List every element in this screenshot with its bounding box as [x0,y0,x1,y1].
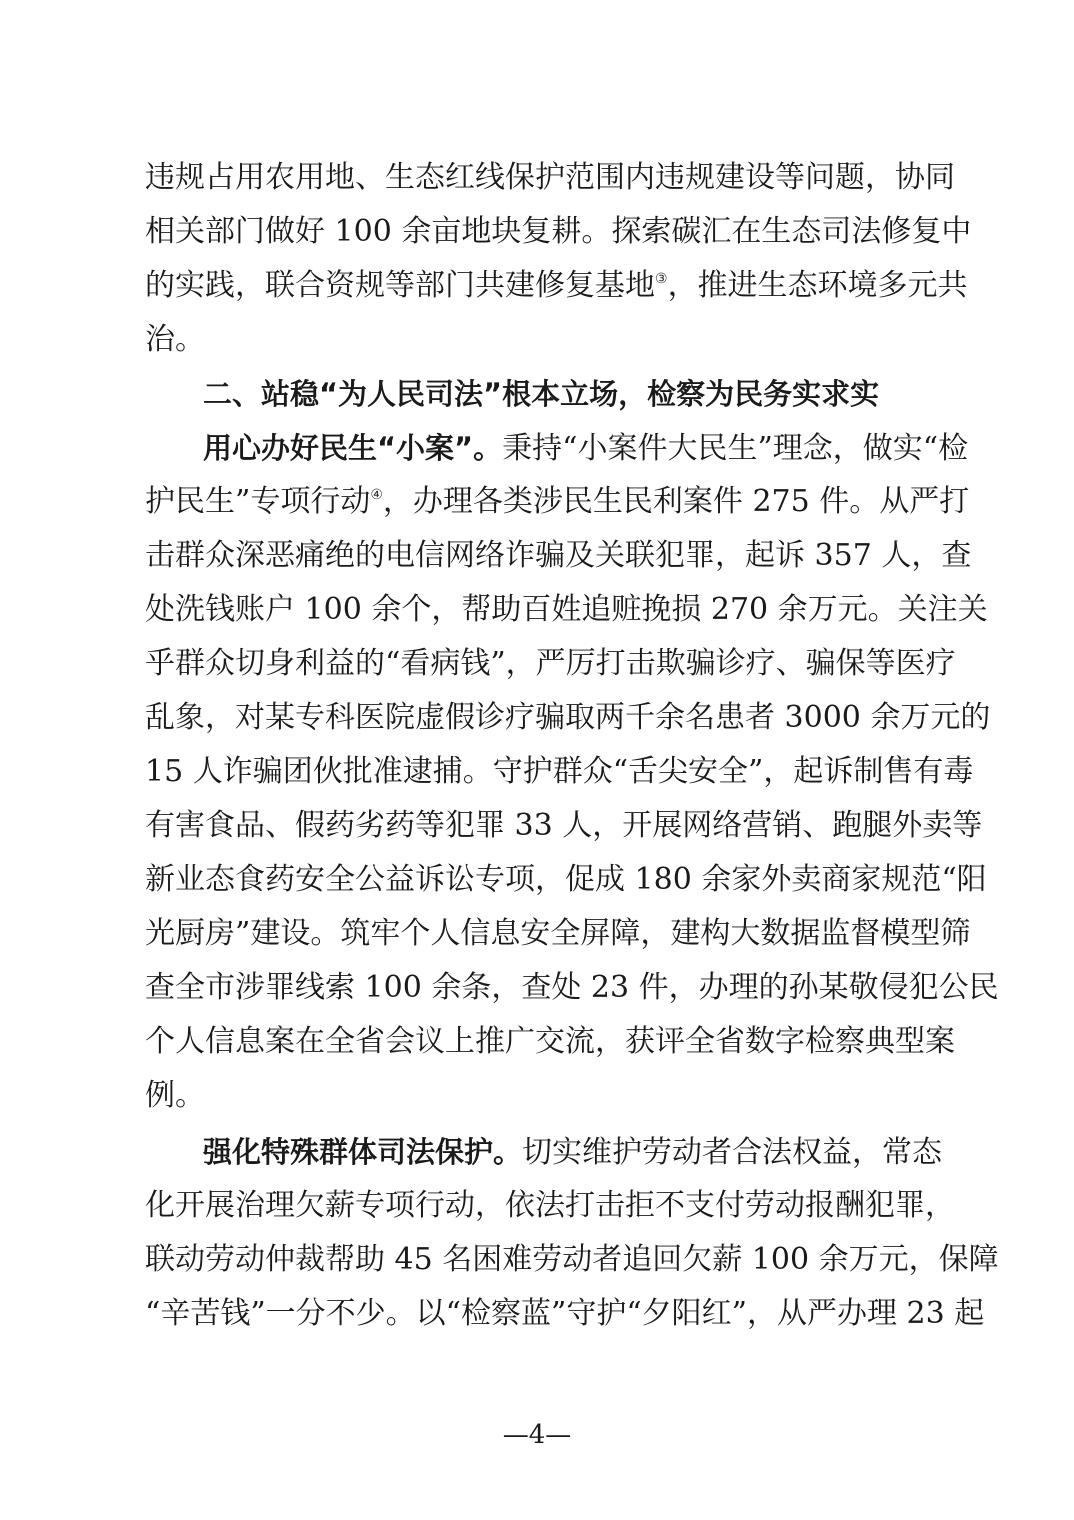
text-line: 光厨房”建设。筑牢个人信息安全屏障，建构大数据监督模型筛 [145,916,971,951]
text-line [145,268,968,304]
text-line [203,430,969,466]
text-line: 处洗钱账户 100 余个，帮助百姓追赃挽损 270 余万元。关注关 [145,592,988,627]
paragraph-lead: 强化特殊群体司法保护。 [203,1135,523,1169]
text-line: 个人信息案在全省会议上推广交流，获评全省数字检察典型案 [145,1024,955,1059]
text-segment: 切实维护劳动者合法权益，常态 [522,1135,943,1170]
text-line: “辛苦钱”一分不少。以“检察蓝”守护“夕阳红”，从严办理 23 起 [145,1296,985,1331]
text-line: 治。 [145,322,205,357]
text-line: 新业态食药安全公益诉讼专项，促成 180 余家外卖商家规范“阳 [145,862,987,897]
text-line [203,1134,943,1170]
paragraph-lead: 用心办好民生“小案”。 [203,431,503,465]
text-segment: 秉持“小案件大民生”理念，做实“检 [502,431,969,466]
footnote-marker: ④ [370,487,383,503]
text-segment: ，推进生态环境多元共 [667,268,968,303]
text-line [145,484,970,520]
text-line: 例。 [145,1078,205,1113]
text-segment: 护民生”专项行动 [145,484,371,519]
text-segment: 的实践，联合资规等部门共建修复基地 [145,268,655,303]
page-number: —4— [502,1420,572,1450]
text-line: 乎群众切身利益的“看病钱”，严厉打击欺骗诊疗、骗保等医疗 [145,646,956,681]
section-heading: 二、站稳“为人民司法”根本立场，检察为民务实求实 [203,377,880,411]
text-line: 化开展治理欠薪专项行动，依法打击拒不支付劳动报酬犯罪， [145,1188,955,1223]
text-line: 联动劳动仲裁帮助 45 名困难劳动者追回欠薪 100 余万元，保障 [145,1242,999,1277]
text-line: 违规占用农用地、生态红线保护范围内违规建设等问题，协同 [145,160,955,195]
text-segment: ，办理各类涉民生民利案件 275 件。从严打 [382,484,970,519]
text-line: 查全市涉罪线索 100 余条，查处 23 件，办理的孙某敬侵犯公民 [145,970,999,1005]
text-line: 乱象，对某专科医院虚假诊疗骗取两千余名患者 3000 余万元的 [145,700,991,735]
text-line: 15 人诈骗团伙批准逮捕。守护群众“舌尖安全”，起诉制售有毒 [145,754,974,789]
text-line: 有害食品、假药劣药等犯罪 33 人，开展网络营销、跑腿外卖等 [145,808,983,843]
footnote-marker: ③ [655,271,668,287]
text-line: 相关部门做好 100 余亩地块复耕。探索碳汇在生态司法修复中 [145,214,972,249]
text-line: 击群众深恶痛绝的电信网络诈骗及关联犯罪，起诉 357 人，查 [145,538,972,573]
